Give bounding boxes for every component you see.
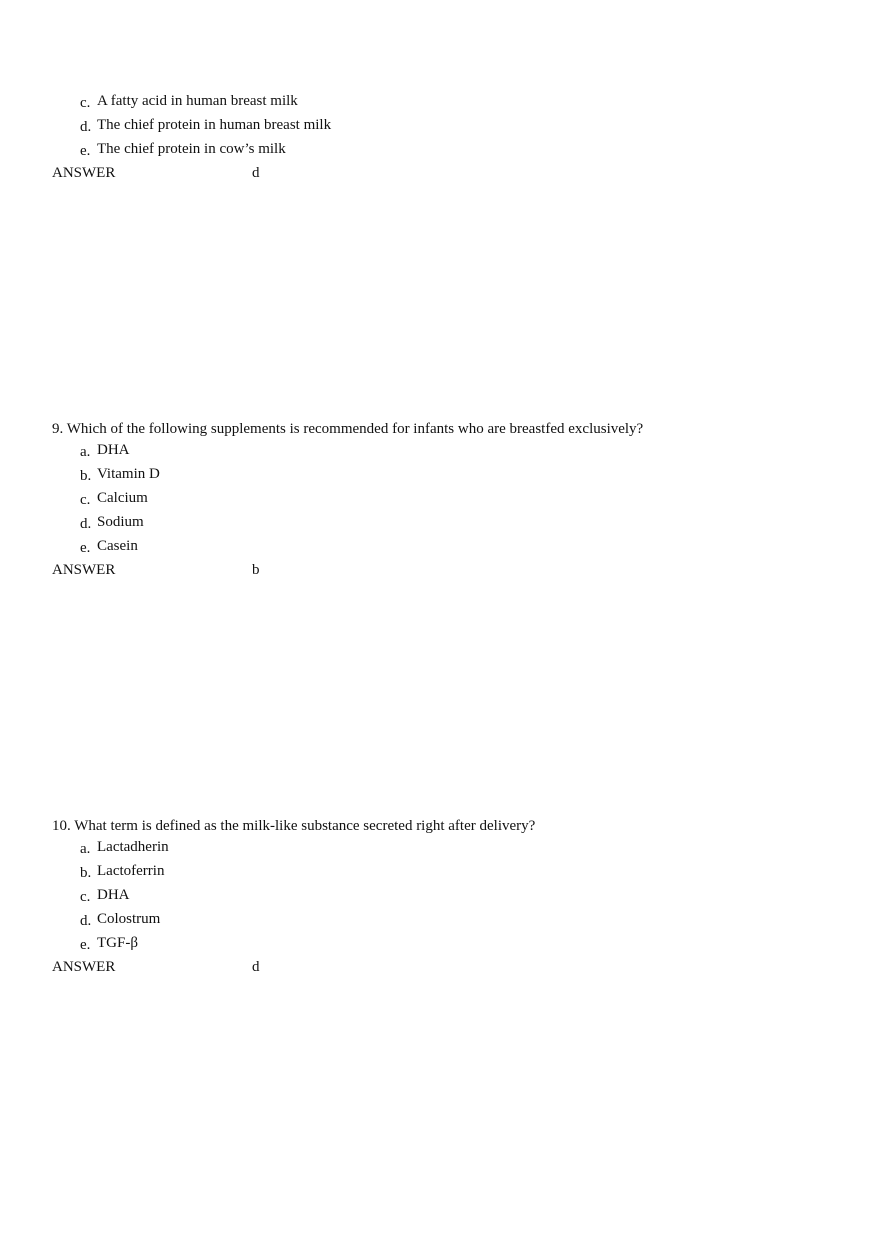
option-text: Colostrum	[97, 911, 161, 927]
option-text: The chief protein in cow’s milk	[97, 141, 286, 157]
option-c	[52, 89, 832, 113]
option-letter: a.	[80, 841, 91, 857]
option-letter: d.	[80, 913, 92, 929]
option-text: Lactadherin	[97, 839, 169, 855]
option-a	[52, 438, 832, 462]
question-9	[52, 420, 832, 582]
option-letter: b.	[80, 468, 92, 484]
option-text: DHA	[97, 887, 130, 903]
option-text: A fatty acid in human breast milk	[97, 93, 298, 109]
option-letter: e.	[80, 540, 91, 556]
option-text: DHA	[97, 442, 130, 458]
option-d	[52, 907, 832, 931]
option-d	[52, 510, 832, 534]
option-d	[52, 113, 832, 137]
option-a	[52, 835, 832, 859]
option-text: Casein	[97, 538, 138, 554]
answer-label: ANSWER	[52, 165, 116, 181]
option-letter: b.	[80, 865, 92, 881]
option-letter: c.	[80, 492, 91, 508]
answer-value: d	[252, 165, 260, 181]
option-letter: e.	[80, 143, 91, 159]
option-e	[52, 534, 832, 558]
option-b	[52, 859, 832, 883]
answer-row	[52, 161, 832, 185]
option-text: Sodium	[97, 514, 144, 530]
option-b	[52, 462, 832, 486]
answer-label: ANSWER	[52, 959, 116, 975]
option-e	[52, 137, 832, 161]
option-e	[52, 931, 832, 955]
option-letter: c.	[80, 889, 91, 905]
option-text: The chief protein in human breast milk	[97, 117, 332, 133]
option-text: TGF-β	[97, 935, 138, 951]
answer-value: b	[252, 562, 260, 578]
option-c	[52, 486, 832, 510]
option-letter: e.	[80, 937, 91, 953]
option-letter: d.	[80, 119, 92, 135]
option-text: Calcium	[97, 490, 148, 506]
option-letter: a.	[80, 444, 91, 460]
option-text: Lactoferrin	[97, 863, 165, 879]
question-prompt: 9. Which of the following supplements is recommended for infants who are breastfed exclusively?	[52, 421, 644, 437]
answer-label: ANSWER	[52, 562, 116, 578]
option-letter: d.	[80, 516, 92, 532]
question-8-continued	[52, 89, 832, 185]
answer-row	[52, 955, 832, 979]
question-prompt: 10. What term is defined as the milk-like substance secreted right after delivery?	[52, 818, 536, 834]
question-10	[52, 817, 832, 979]
answer-value: d	[252, 959, 260, 975]
answer-row	[52, 558, 832, 582]
option-letter: c.	[80, 95, 91, 111]
option-c	[52, 883, 832, 907]
option-text: Vitamin D	[97, 466, 160, 482]
